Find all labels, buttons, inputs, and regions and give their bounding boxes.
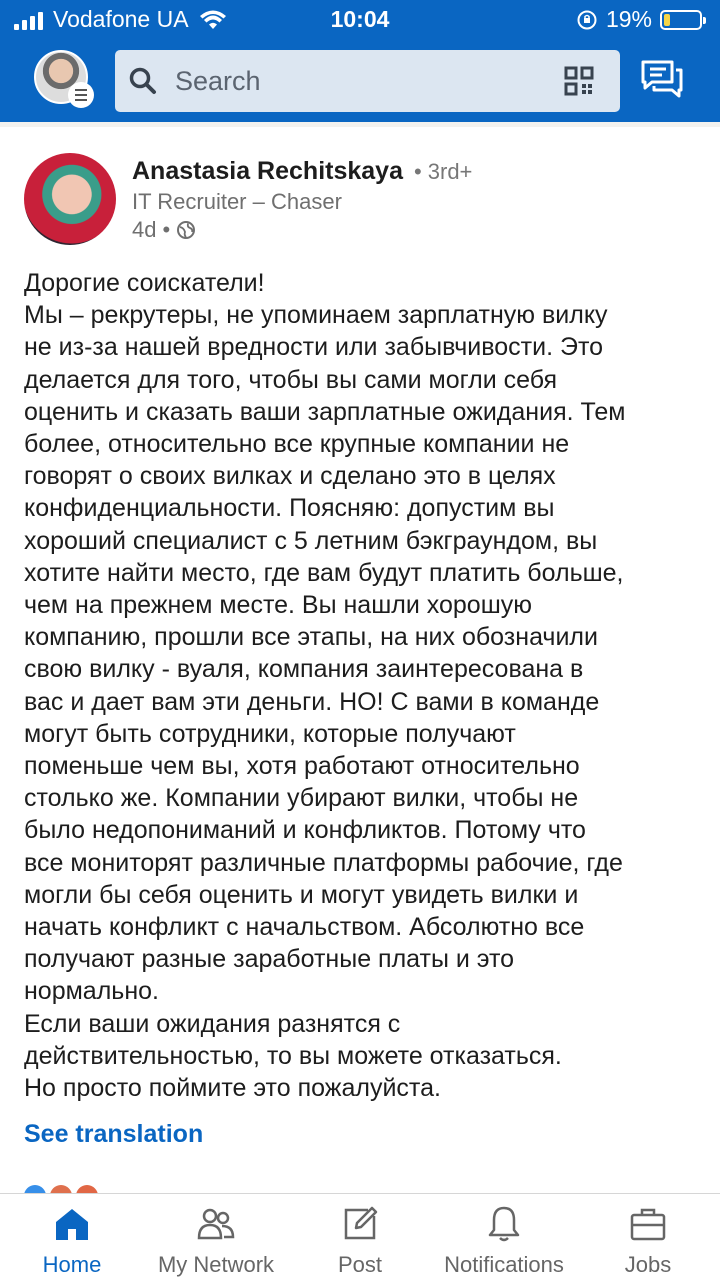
post-text-line: Дорогие соискатели! xyxy=(24,269,265,297)
tab-post[interactable] xyxy=(288,1194,432,1281)
post-text-line: не из-за нашей вредности или забывчивости. Это xyxy=(24,333,604,362)
author-headline: IT Recruiter – Chaser xyxy=(132,189,342,214)
search-bar[interactable] xyxy=(115,50,620,112)
tab-jobs[interactable] xyxy=(576,1194,720,1281)
briefcase-icon xyxy=(628,1204,668,1244)
post-text-line: говорят о своих вилках и сделано это в целях xyxy=(24,462,556,491)
tab-label: Notifications xyxy=(444,1252,564,1277)
post-text-line: Если ваши ожидания разнятся с xyxy=(24,1009,401,1038)
messaging-icon[interactable] xyxy=(640,58,684,98)
insightful-reaction-icon xyxy=(76,1185,98,1193)
bottom-tab-bar xyxy=(0,1193,720,1281)
tab-label: My Network xyxy=(157,1252,275,1277)
meta-separator: • xyxy=(162,217,171,242)
post-meta xyxy=(132,217,196,243)
post-text-line: компанию, прошли все этапы, на них обозначили xyxy=(24,623,598,652)
battery-percent: 19% xyxy=(605,6,652,32)
author-name-row[interactable] xyxy=(132,157,472,186)
like-reaction-icon xyxy=(24,1185,46,1193)
post-text-line: Но просто поймите это пожалуйста. xyxy=(24,1074,441,1103)
status-right xyxy=(576,6,702,33)
post-text-line: более, относительно все крупные компании не xyxy=(24,430,570,459)
search-input[interactable] xyxy=(173,65,537,98)
post-time: 4d xyxy=(132,217,157,242)
globe-icon xyxy=(176,220,196,240)
post-text-line: конфиденциальности. Поясняю: допустим вы xyxy=(24,494,555,523)
post-text-line: хороший специалист с 5 летним бэкграундом, вы xyxy=(24,526,598,555)
post-text-line: действительностью, то вы можете отказаться. xyxy=(24,1041,562,1070)
qr-code-icon[interactable] xyxy=(564,66,594,96)
post-icon xyxy=(340,1204,380,1244)
bell-icon xyxy=(484,1204,524,1244)
post-text-line: получают разные заработные платы и это xyxy=(24,945,515,974)
carrier-name: Vodafone UA xyxy=(53,6,189,32)
menu-icon[interactable] xyxy=(68,82,94,108)
home-icon xyxy=(52,1204,92,1244)
celebrate-reaction-icon xyxy=(50,1185,72,1193)
reaction-icons[interactable] xyxy=(24,1185,98,1193)
orientation-lock-icon xyxy=(576,9,598,31)
network-icon xyxy=(196,1204,236,1244)
tab-label: Post xyxy=(337,1252,383,1277)
post-text-line: делается для того, чтобы вы сами могли себя xyxy=(24,365,558,394)
tab-home[interactable] xyxy=(0,1194,144,1281)
status-bar xyxy=(0,0,720,40)
tab-label: Home xyxy=(42,1252,102,1277)
post-card xyxy=(0,127,720,1193)
post-text-line: было недопониманий и конфликтов. Потому что xyxy=(24,816,586,845)
tab-notifications[interactable] xyxy=(432,1194,576,1281)
post-body xyxy=(24,267,704,1104)
post-text-line: вас и дает вам эти деньги. НО! С вами в команде xyxy=(24,687,600,716)
post-text-line: хотите найти место, где вам будут платить больше, xyxy=(24,558,624,587)
post-text-line: свою вилку - вуаля, компания заинтересована в xyxy=(24,655,584,684)
author-avatar[interactable] xyxy=(24,153,116,245)
search-icon xyxy=(127,65,159,97)
status-time: 10:04 xyxy=(330,6,390,32)
post-text-line: могут быть сотрудники, которые получают xyxy=(24,719,516,748)
post-text-line: чем на прежнем месте. Вы нашли хорошую xyxy=(24,591,532,620)
battery-icon xyxy=(660,10,702,30)
post-text-line: столько же. Компании убирают вилки, чтобы не xyxy=(24,784,579,813)
post-text-line: оценить и сказать ваши зарплатные ожидания. Тем xyxy=(24,397,626,426)
post-text-line: Мы – рекрутеры, не упоминаем зарплатную вилку xyxy=(24,301,608,330)
app-bar xyxy=(0,42,720,122)
battery-fill xyxy=(664,14,670,26)
connection-degree: • 3rd+ xyxy=(413,159,473,184)
app-header xyxy=(0,0,720,122)
post-text-line: могли бы себя оценить и могут увидеть вилки и xyxy=(24,880,579,909)
post-text-line: нормально. xyxy=(24,977,159,1006)
author-name[interactable]: Anastasia Rechitskaya xyxy=(132,157,403,185)
post-text-line: начать конфликт с начальством. Абсолютно все xyxy=(24,913,585,942)
tab-label: Jobs xyxy=(624,1252,672,1277)
tab-my-network[interactable] xyxy=(144,1194,288,1281)
see-translation-link[interactable]: See translation xyxy=(24,1120,204,1148)
post-text-line: все мониторят различные платформы рабочие, где xyxy=(24,848,623,877)
post-text-line: поменьше чем вы, хотя работают относительно xyxy=(24,752,580,781)
